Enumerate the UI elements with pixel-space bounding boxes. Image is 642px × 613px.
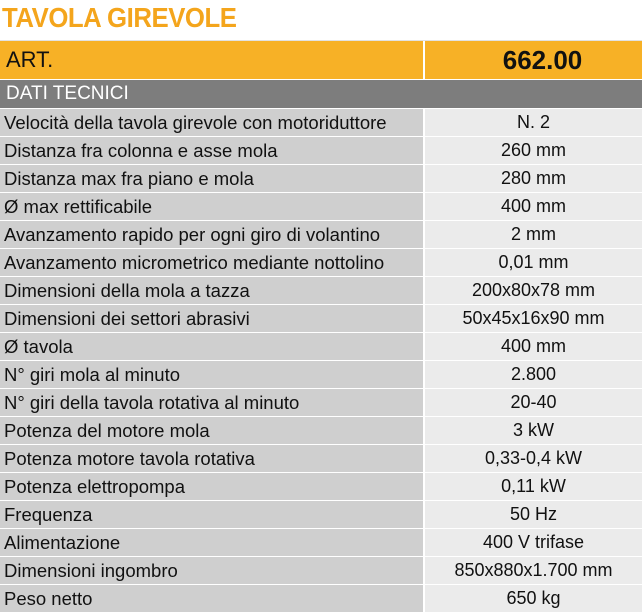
table-row [0, 417, 642, 445]
spec-label: Velocità della tavola girevole con motoriduttore [0, 109, 425, 136]
spec-label: Ø tavola [0, 333, 425, 360]
table-row [0, 473, 642, 501]
spec-label: Potenza motore tavola rotativa [0, 445, 425, 472]
spec-label: Avanzamento micrometrico mediante nottolino [0, 249, 425, 276]
spec-value: 400 mm [425, 333, 642, 360]
spec-value: 0,11 kW [425, 473, 642, 500]
spec-label: Potenza del motore mola [0, 417, 425, 444]
spec-label: Dimensioni ingombro [0, 557, 425, 584]
spec-value: 0,33-0,4 kW [425, 445, 642, 472]
spec-label: Peso netto [0, 585, 425, 612]
spec-value: 850x880x1.700 mm [425, 557, 642, 584]
article-number: 662.00 [502, 45, 583, 75]
table-row [0, 557, 642, 585]
spec-label: Dimensioni dei settori abrasivi [0, 305, 425, 332]
spec-value: 50x45x16x90 mm [425, 305, 642, 332]
section-header: DATI TECNICI [0, 80, 642, 109]
table-row [0, 529, 642, 557]
spec-value: N. 2 [425, 109, 642, 136]
spec-value: 0,01 mm [425, 249, 642, 276]
spec-label: Alimentazione [0, 529, 425, 556]
table-row [0, 249, 642, 277]
spec-value: 50 Hz [425, 501, 642, 528]
page-title: TAVOLA GIREVOLE [2, 2, 237, 33]
table-row [0, 109, 642, 137]
table-row [0, 445, 642, 473]
article-label: ART. [0, 41, 425, 79]
table-row [0, 193, 642, 221]
spec-label: Dimensioni della mola a tazza [0, 277, 425, 304]
table-row [0, 137, 642, 165]
spec-label: Distanza max fra piano e mola [0, 165, 425, 192]
spec-label: Potenza elettropompa [0, 473, 425, 500]
table-row [0, 221, 642, 249]
table-row [0, 501, 642, 529]
spec-value: 3 kW [425, 417, 642, 444]
spec-rows [0, 109, 642, 613]
spec-value: 2 mm [425, 221, 642, 248]
table-row [0, 165, 642, 193]
spec-label: Avanzamento rapido per ogni giro di volantino [0, 221, 425, 248]
table-row [0, 585, 642, 613]
spec-value: 200x80x78 mm [425, 277, 642, 304]
table-row [0, 305, 642, 333]
article-row [0, 40, 642, 80]
spec-label: Ø max rettificabile [0, 193, 425, 220]
table-row [0, 333, 642, 361]
spec-label: N° giri della tavola rotativa al minuto [0, 389, 425, 416]
spec-value: 650 kg [425, 585, 642, 612]
spec-value: 260 mm [425, 137, 642, 164]
spec-value: 400 V trifase [425, 529, 642, 556]
spec-table [0, 40, 642, 613]
table-row [0, 277, 642, 305]
spec-label: N° giri mola al minuto [0, 361, 425, 388]
spec-value: 280 mm [425, 165, 642, 192]
spec-value: 20-40 [425, 389, 642, 416]
spec-value: 400 mm [425, 193, 642, 220]
spec-label: Frequenza [0, 501, 425, 528]
table-row [0, 389, 642, 417]
spec-label: Distanza fra colonna e asse mola [0, 137, 425, 164]
table-row [0, 361, 642, 389]
spec-value: 2.800 [425, 361, 642, 388]
